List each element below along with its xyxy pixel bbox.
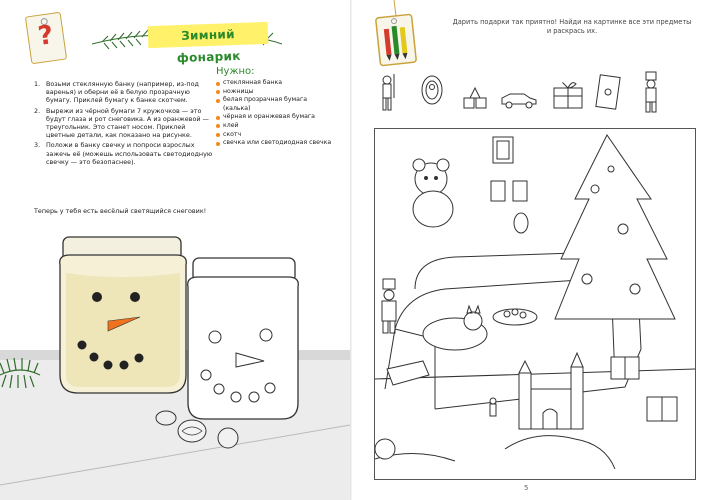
snowman-jar-outline	[188, 258, 299, 419]
gift-box-icon	[554, 83, 582, 108]
materials-list	[216, 66, 336, 148]
material-item: чёрная и оранжевая бумага	[216, 113, 336, 122]
left-page	[0, 0, 351, 500]
nutcracker-figure	[382, 279, 396, 333]
material-item: скотч	[216, 131, 336, 140]
material-item: ножницы	[216, 88, 336, 97]
pencils-tag	[372, 0, 422, 70]
page-number: 5	[524, 484, 529, 492]
toy-castle-icon	[519, 353, 583, 429]
bullet-icon	[216, 90, 220, 94]
book-icon	[596, 75, 620, 109]
instruction-text: Дарить подарки так приятно! Найди на картинке все эти предметы и раскрась их.	[452, 18, 692, 35]
step-number: 2.	[34, 106, 41, 115]
items-to-find-row	[372, 68, 692, 120]
instruction-steps	[34, 80, 214, 168]
christmas-tree-icon	[555, 135, 675, 319]
soldier-figurine-icon	[383, 74, 394, 110]
step-text: Вырежи из чёрной бумаги 7 кружочков — это будут глаза и рот снеговика. А из оранжевой — треугольник. Это станет носом. Приклей цветные детали, как показано на рисунке.	[46, 106, 209, 140]
bullet-icon	[216, 142, 220, 146]
living-room-drawing	[375, 129, 695, 479]
step-item	[34, 80, 214, 105]
cat-icon	[423, 306, 487, 350]
teddy-bear-icon	[413, 159, 453, 227]
cookie-plate	[493, 309, 537, 325]
finale-text: Теперь у тебя есть весёлый светящийся снеговик!	[34, 207, 207, 215]
material-item: белая прозрачная бумага (калька)	[216, 96, 336, 113]
bullet-icon	[216, 124, 220, 128]
bullet-icon	[216, 116, 220, 120]
step-text: Возьми стеклянную банку (например, из-под варенья) и оберни её в белую прозрачную бумагу. Приклей бумагу к банке скотчем.	[46, 80, 199, 105]
right-page	[352, 0, 703, 500]
jar-illustration	[0, 225, 350, 500]
title-banner	[148, 22, 269, 66]
materials-title: Нужно:	[216, 66, 255, 77]
material-item: клей	[216, 122, 336, 131]
book-on-floor	[387, 361, 429, 385]
toy-car-icon	[502, 94, 536, 108]
bullet-icon	[216, 99, 220, 103]
material-item: свечка или светодиодная свечка	[216, 139, 336, 148]
step-item	[34, 107, 214, 140]
bullet-icon	[216, 82, 220, 86]
question-tag	[25, 12, 67, 65]
step-text: Положи в банку свечку и попроси взрослых зажечь её (можешь использовать светодиодную свечку — это безопаснее).	[46, 141, 213, 166]
page-title: Зимний фонарик	[176, 27, 241, 66]
wooden-blocks-icon	[464, 88, 486, 108]
step-item	[34, 141, 214, 166]
nutcracker-icon	[646, 72, 656, 112]
step-number: 1.	[34, 80, 41, 88]
bullet-icon	[216, 133, 220, 137]
step-number: 3.	[34, 141, 41, 150]
snowman-jar-colored	[60, 237, 187, 393]
material-item: стеклянная банка	[216, 79, 336, 88]
hidden-objects-scene	[374, 128, 696, 480]
question-mark: ?	[36, 20, 56, 52]
oval-portrait-icon	[422, 76, 442, 104]
